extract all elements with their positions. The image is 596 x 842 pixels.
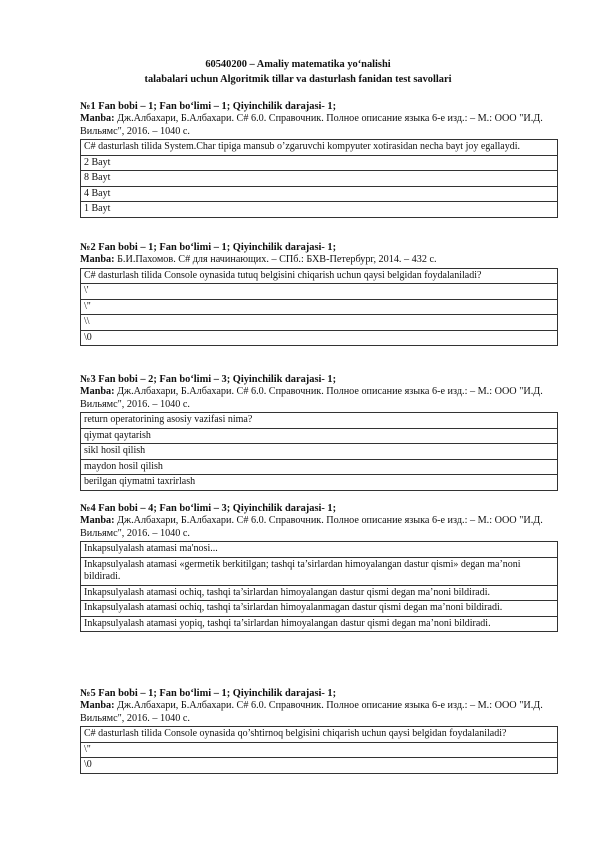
table-row bbox=[81, 428, 558, 444]
answer-cell: Inkapsulyalash atamasi «germetik berkitilgan; tashqi ta’sirlardan himoyalangan dastur qismi» degan ma’noni bildiradi. bbox=[81, 557, 558, 585]
question-title: №5 Fan bobi – 1; Fan bo‘limi – 1; Qiyinchilik darajasi- 1; bbox=[80, 688, 337, 699]
table-row bbox=[81, 459, 558, 475]
answer-cell: 1 Bayt bbox=[81, 202, 558, 218]
question-block-3 bbox=[80, 373, 558, 491]
table-row bbox=[81, 315, 558, 331]
answer-cell: \" bbox=[81, 742, 558, 758]
question-cell: C# dasturlash tilida Console oynasida tutuq belgisini chiqarish uchun qaysi belgidan foydalaniladi? bbox=[81, 268, 558, 284]
question-block-4 bbox=[80, 502, 558, 632]
table-row bbox=[81, 140, 558, 156]
source-text: Дж.Албахари, Б.Албахари. C# 6.0. Справочник. Полное описание языка 6-е изд.: – М.: ООО "И.Д. Вильямс", 2016. – 1040 с. bbox=[80, 113, 543, 137]
source-label: Manba: bbox=[80, 113, 115, 124]
answer-cell: Inkapsulyalash atamasi ochiq, tashqi ta’sirlardan himoyalangan dastur qismi degan ma’noni bildiradi. bbox=[81, 585, 558, 601]
question-title: №2 Fan bobi – 1; Fan bo‘limi – 1; Qiyinchilik darajasi- 1; bbox=[80, 242, 337, 253]
document-header bbox=[0, 57, 596, 87]
answer-cell: berilgan qiymatni taxrirlash bbox=[81, 475, 558, 491]
question-cell: C# dasturlash tilida Console oynasida qo’shtirnoq belgisini chiqarish uchun qaysi belgidan foydalaniladi? bbox=[81, 727, 558, 743]
table-row bbox=[81, 585, 558, 601]
answer-cell: \0 bbox=[81, 758, 558, 774]
table-row bbox=[81, 601, 558, 617]
source-text: Дж.Албахари, Б.Албахари. C# 6.0. Справочник. Полное описание языка 6-е изд.: – М.: ООО "И.Д. Вильямс", 2016. – 1040 с. bbox=[80, 386, 543, 410]
question-table bbox=[80, 268, 558, 347]
header-line-2: talabalari uchun Algoritmik tillar va dasturlash fanidan test savollari bbox=[144, 74, 452, 85]
source-text: Дж.Албахари, Б.Албахари. C# 6.0. Справочник. Полное описание языка 6-е изд.: – М.: ООО "И.Д. Вильямс", 2016. – 1040 с. bbox=[80, 515, 543, 539]
question-title: №3 Fan bobi – 2; Fan bo‘limi – 3; Qiyinchilik darajasi- 1; bbox=[80, 374, 337, 385]
question-cell: Inkapsulyalash atamasi ma'nosi... bbox=[81, 542, 558, 558]
table-row bbox=[81, 444, 558, 460]
answer-cell: 2 Bayt bbox=[81, 155, 558, 171]
question-source bbox=[80, 700, 558, 725]
question-table bbox=[80, 412, 558, 491]
table-row bbox=[81, 155, 558, 171]
answer-cell: Inkapsulyalash atamasi yopiq, tashqi ta’sirlardan himoyalangan dastur qismi degan ma’noni bildiradi. bbox=[81, 616, 558, 632]
table-row bbox=[81, 742, 558, 758]
answer-cell: \" bbox=[81, 299, 558, 315]
question-table bbox=[80, 541, 558, 632]
question-title: №4 Fan bobi – 4; Fan bo‘limi – 3; Qiyinchilik darajasi- 1; bbox=[80, 503, 337, 514]
answer-cell: \\ bbox=[81, 315, 558, 331]
question-title: №1 Fan bobi – 1; Fan bo‘limi – 1; Qiyinchilik darajasi- 1; bbox=[80, 101, 337, 112]
table-row bbox=[81, 616, 558, 632]
question-cell: return operatorining asosiy vazifasi nima? bbox=[81, 413, 558, 429]
question-cell: C# dasturlash tilida System.Char tipiga mansub o’zgaruvchi kompyuter xotirasidan necha bayt joy egallaydi. bbox=[81, 140, 558, 156]
answer-cell: 4 Bayt bbox=[81, 186, 558, 202]
question-block-2 bbox=[80, 241, 558, 346]
table-row bbox=[81, 413, 558, 429]
table-row bbox=[81, 268, 558, 284]
source-label: Manba: bbox=[80, 515, 115, 526]
table-row bbox=[81, 542, 558, 558]
table-row bbox=[81, 202, 558, 218]
header-line-1: 60540200 – Amaliy matematika yo‘nalishi bbox=[205, 59, 391, 70]
question-block-5 bbox=[80, 687, 558, 774]
question-source bbox=[80, 113, 558, 138]
source-text: Дж.Албахари, Б.Албахари. C# 6.0. Справочник. Полное описание языка 6-е изд.: – М.: ООО "И.Д. Вильямс", 2016. – 1040 с. bbox=[80, 700, 543, 724]
question-source bbox=[80, 254, 558, 267]
answer-cell: \0 bbox=[81, 330, 558, 346]
answer-cell: sikl hosil qilish bbox=[81, 444, 558, 460]
question-source bbox=[80, 386, 558, 411]
table-row bbox=[81, 727, 558, 743]
table-row bbox=[81, 186, 558, 202]
table-row bbox=[81, 330, 558, 346]
answer-cell: qiymat qaytarish bbox=[81, 428, 558, 444]
table-row bbox=[81, 299, 558, 315]
source-label: Manba: bbox=[80, 700, 115, 711]
table-row bbox=[81, 557, 558, 585]
table-row bbox=[81, 171, 558, 187]
table-row bbox=[81, 475, 558, 491]
answer-cell: maydon hosil qilish bbox=[81, 459, 558, 475]
source-label: Manba: bbox=[80, 254, 115, 265]
question-table bbox=[80, 139, 558, 218]
answer-cell: \' bbox=[81, 284, 558, 300]
question-source bbox=[80, 515, 558, 540]
table-row bbox=[81, 284, 558, 300]
question-table bbox=[80, 726, 558, 774]
source-label: Manba: bbox=[80, 386, 115, 397]
question-block-1 bbox=[80, 100, 558, 218]
answer-cell: Inkapsulyalash atamasi ochiq, tashqi ta’sirlardan himoyalanmagan dastur qismi degan ma’noni bildiradi. bbox=[81, 601, 558, 617]
answer-cell: 8 Bayt bbox=[81, 171, 558, 187]
table-row bbox=[81, 758, 558, 774]
source-text: Б.И.Пахомов. C# для начинающих. – СПб.: БХВ-Петербург, 2014. – 432 с. bbox=[117, 254, 437, 265]
